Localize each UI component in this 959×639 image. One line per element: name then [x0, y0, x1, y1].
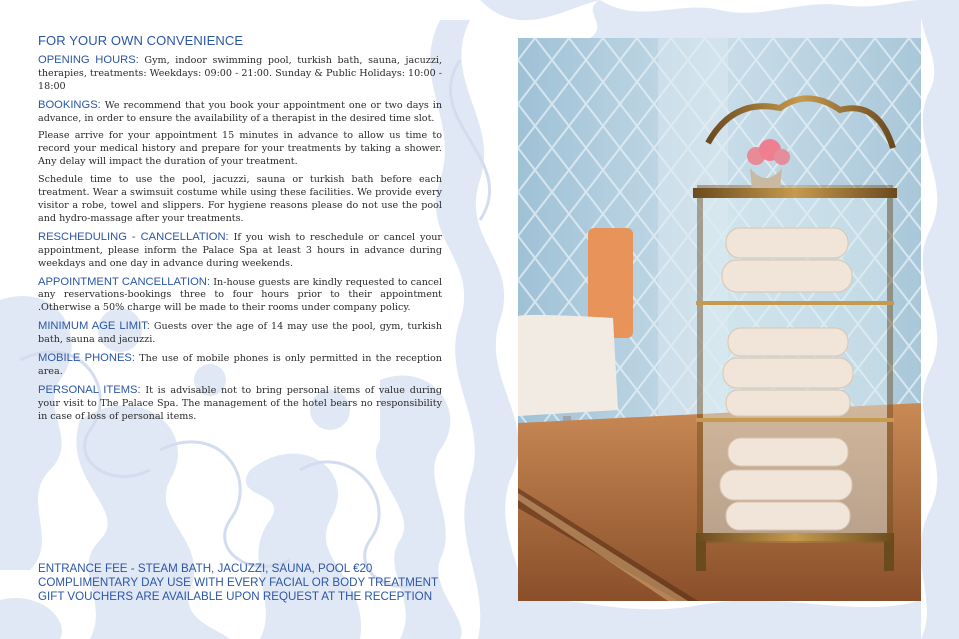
- photo-illustration: [518, 38, 921, 601]
- section-minimum-age: [38, 320, 442, 347]
- section-rescheduling: [38, 231, 442, 271]
- section-label: OPENING HOURS:: [38, 53, 139, 66]
- section-label: PERSONAL ITEMS:: [38, 383, 141, 396]
- spa-towel-cabinet-photo: [518, 38, 921, 601]
- section-text: If you wish to reschedule or cancel your appointment, please inform the Palace Spa at least 3 hours in advance during weekdays and one day in advance during weekends.: [38, 231, 443, 269]
- page-title: FOR YOUR OWN CONVENIENCE: [38, 33, 244, 48]
- section-text: The use of mobile phones is only permitted in the reception area.: [38, 353, 442, 377]
- footer-entrance-fee: ENTRANCE FEE - STEAM BATH, JACUZZI, SAUNA, POOL €20: [38, 562, 373, 575]
- section-label: MINIMUM AGE LIMIT:: [38, 320, 150, 333]
- information-column: [38, 35, 442, 429]
- footer-gift-vouchers: GIFT VOUCHERS ARE AVAILABLE UPON REQUEST AT THE RECEPTION: [38, 589, 433, 603]
- section-mobile-phones: [38, 352, 442, 379]
- section-text: It is advisable not to bring personal items of value during your visit to The Palace Spa. The management of the hotel bears no responsibility in case of loss of personal items.: [38, 384, 442, 422]
- section-arrival: [38, 130, 442, 169]
- section-label: MOBILE PHONES:: [38, 352, 135, 365]
- section-label: BOOKINGS:: [38, 98, 101, 111]
- section-bookings: [38, 99, 442, 126]
- section-appointment-cancellation: [38, 276, 442, 316]
- footer-complimentary-use: COMPLIMENTARY DAY USE WITH EVERY FACIAL OR BODY TREATMENT: [38, 575, 439, 589]
- section-text: Schedule time to use the pool, jacuzzi, sauna or turkish bath before each treatment. Wear a swimsuit costume while using these facilities. We provide every visitor a robe, towel and slippers. For hygiene reasons please do not use the pool and hydro-massage after your treatments.: [38, 174, 442, 224]
- section-label: APPOINTMENT CANCELLATION:: [38, 275, 210, 288]
- section-text: Please arrive for your appointment 15 minutes in advance to allow us time to record your medical history and prepare for your treatments by taking a shower. Any delay will impact the duration of your treatment.: [38, 130, 442, 168]
- section-facilities: [38, 174, 442, 226]
- section-opening-hours: [38, 54, 442, 94]
- section-text: Gym, indoor swimming pool, turkish bath, sauna, jacuzzi, therapies, treatments: Weekdays: 09:00 - 21:00. Sunday & Public Holidays: 10:00 - 18:00: [38, 54, 442, 92]
- section-text: Guests over the age of 14 may use the pool, gym, turkish bath, sauna and jacuzzi.: [38, 321, 442, 346]
- section-personal-items: [38, 384, 442, 424]
- section-label: RESCHEDULING - CANCELLATION:: [38, 230, 229, 243]
- section-text: We recommend that you book your appointment one or two days in advance, in order to ensure the availability of a therapist in the desired time slot.: [38, 99, 442, 124]
- footer-notes: [38, 562, 478, 603]
- section-text: In-house guests are kindly requested to cancel any reservations-bookings three to four hours prior to their appointment .Otherwise a 50% charge will be made to their rooms under company policy.: [38, 276, 443, 314]
